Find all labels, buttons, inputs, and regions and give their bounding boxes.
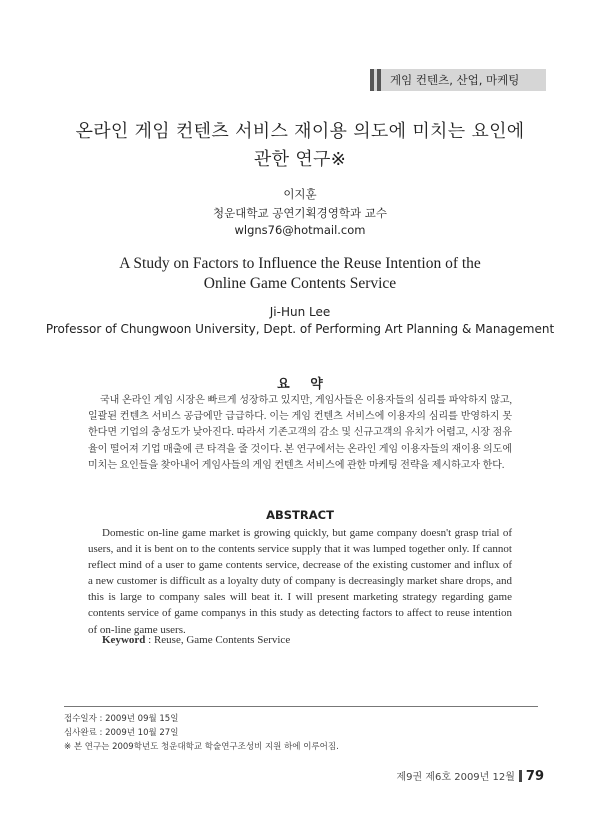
- korean-abstract-heading: 요 약: [277, 377, 331, 392]
- english-title-line1: A Study on Factors to Influence the Reuse Intention of the: [119, 255, 481, 272]
- footer-bar: [519, 770, 522, 782]
- tag-bar-left: [370, 69, 374, 91]
- page-footer: [380, 768, 544, 784]
- received-date: 접수일자 : 2009년 09월 15일: [64, 714, 179, 724]
- funding-note: ※ 본 연구는 2009학년도 청운대학교 학술연구조성비 지원 하에 이루어짐.: [64, 742, 339, 752]
- issue-info: 제9권 제6호 2009년 12월: [396, 772, 515, 783]
- english-abstract-heading: ABSTRACT: [266, 508, 334, 522]
- page-number: 79: [525, 769, 544, 784]
- english-title: [0, 254, 600, 294]
- section-tag-text: 게임 컨텐츠, 산업, 마케팅: [390, 73, 520, 87]
- keyword-label: Keyword: [102, 634, 146, 646]
- english-title-line2: Online Game Contents Service: [203, 275, 397, 292]
- korean-title-line2: 관한 연구※: [253, 149, 347, 170]
- author-affiliation-en: Professor of Chungwoon University, Dept. of Performing Art Planning & Management: [45, 322, 555, 336]
- keywords: [102, 634, 290, 646]
- author-name-ko: 이지훈: [283, 187, 317, 201]
- author-name-en: Ji-Hun Lee: [269, 305, 331, 319]
- korean-title: [0, 118, 600, 174]
- tag-bar-right: [377, 69, 381, 91]
- review-date: 심사완료 : 2009년 10월 27일: [64, 728, 179, 738]
- footnote-divider: [64, 706, 538, 707]
- author-affiliation-ko: 청운대학교 공연기획경영학과 교수: [213, 206, 387, 220]
- keyword-separator: :: [145, 634, 154, 646]
- section-tag: [370, 69, 546, 91]
- korean-title-line1: 온라인 게임 컨텐츠 서비스 재이용 의도에 미치는 요인에: [75, 121, 525, 142]
- english-abstract-text: Domestic on-line game market is growing quickly, but game company doesn't grasp trial of users, and it is bent on to the contents service supply that it was lumped together only. If cannot reflect mind of a user to game contents service, decrease of the existing customer and influx of a new customer is difficult as a loyalty duty of company is decreasingly market share drops, and this is large to company sales will beat it. I will present marketing strategy regarding game contents service of game companys in this study as detecting factors to affect to reuse intention of on-line game users.: [88, 527, 512, 636]
- author-email: wlgns76@hotmail.com: [234, 223, 366, 237]
- korean-abstract-text: 국내 온라인 게임 시장은 빠르게 성장하고 있지만, 게임사들은 이용자들의 심리를 파악하지 않고, 일괄된 컨텐츠 서비스 공급에만 급급하다. 이는 게임 컨텐츠 서비스에 이용자의 심리를 반영하지 못한다면 기업의 충성도가 낮아진다. 따라서 기존고객의 감소 및 신규고객의 유치가 어렵고, 시장 점유율이 떨어져 기업 매출에 큰 타격을 줄 것이다. 본 연구에서는 온라인 게임 이용자들의 재이용 의도에 미치는 요인들을 찾아내어 게임사들의 게임 컨텐츠 서비스에 관한 마케팅 전략을 제시하고자 한다.: [88, 395, 512, 471]
- keyword-values: Reuse, Game Contents Service: [153, 634, 291, 646]
